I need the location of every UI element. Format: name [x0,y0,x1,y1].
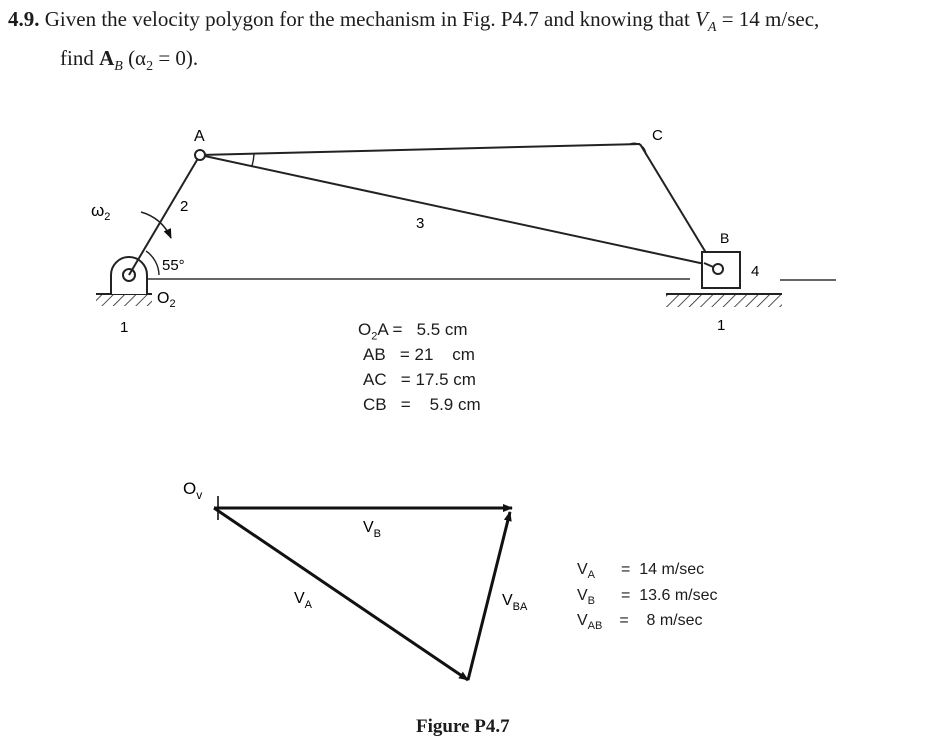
velocity-row [577,587,718,607]
label-o2-sub: 2 [169,298,176,310]
angle-a-arc [252,154,254,166]
velocity-row [577,612,703,632]
label-va-sub: A [304,599,313,611]
omega-arrow [141,212,171,238]
label-vb [363,519,381,540]
vel-value: = 13.6 m/sec [621,587,718,604]
dim-name: O [358,320,372,339]
va-symbol: V [695,7,708,31]
label-o2-main: O [157,290,170,307]
ground-hatch-left [96,294,152,306]
label-o2 [157,290,176,310]
dim-value: A = 5.5 cm [377,320,468,339]
label-ov [183,479,202,502]
label-ov-main: O [183,479,197,498]
label-ground-left: 1 [120,319,129,336]
label-vba [502,592,528,613]
label-link-3: 3 [416,215,425,232]
alpha-value: = 0). [158,46,199,71]
dim-value: = 17.5 cm [386,370,476,389]
label-va-main: V [294,590,305,607]
problem-number: 4.9. [8,7,40,31]
label-omega-sub: 2 [104,211,111,223]
alpha-sub: 2 [146,59,154,75]
figure-caption: Figure P4.7 [416,716,510,737]
label-vb-main: V [363,519,374,536]
ab-symbol: A [99,46,115,71]
dim-name: CB [363,395,387,414]
label-vba-sub: BA [512,601,528,613]
label-b: B [720,230,730,246]
label-link-2: 2 [180,198,189,215]
va-value: = 14 m/sec, [721,7,820,31]
label-c: C [652,127,663,144]
dim-sub: 2 [371,330,378,343]
dimension-row [358,320,468,342]
label-ground-right: 1 [717,317,726,334]
dimension-row [363,345,475,365]
vel-symbol: V [577,587,588,604]
vel-value: = 14 m/sec [621,561,705,578]
dim-name: AB [363,345,386,364]
label-vba-main: V [502,592,513,609]
dimension-row [363,370,476,390]
ab-sub: B [114,59,123,75]
label-omega-main: ω [91,201,105,220]
vel-sub: B [587,595,596,608]
label-angle: 55° [162,257,185,274]
label-va [294,590,313,611]
vel-symbol: V [577,561,588,578]
joint-b [713,264,723,274]
problem-text-1: Given the velocity polygon for the mechanism in Fig. P4.7 and knowing that [44,7,690,31]
link-3-ac [200,144,640,155]
velocity-row [577,561,704,581]
label-omega [91,201,110,223]
link-3-cb [640,144,714,266]
vector-va [214,508,468,680]
vel-symbol: V [577,612,588,629]
alpha-text: (α [128,46,147,71]
ground-hatch-right [666,294,782,307]
dim-name: AC [363,370,387,389]
vel-sub: A [587,569,596,582]
dim-value: = 21 cm [385,345,475,364]
label-vb-sub: B [373,528,382,540]
label-a: A [194,128,205,145]
label-ov-sub: v [196,488,203,502]
angle-arc [146,251,159,275]
link-3-ab [200,155,714,266]
vel-sub: AB [587,620,603,633]
dimension-row [363,395,481,415]
label-link-4: 4 [751,263,760,280]
vel-value: = 8 m/sec [619,612,703,629]
dim-value: = 5.9 cm [386,395,481,414]
va-sub: A [707,20,717,36]
joint-a [195,150,205,160]
problem-text-2: find [60,46,94,71]
